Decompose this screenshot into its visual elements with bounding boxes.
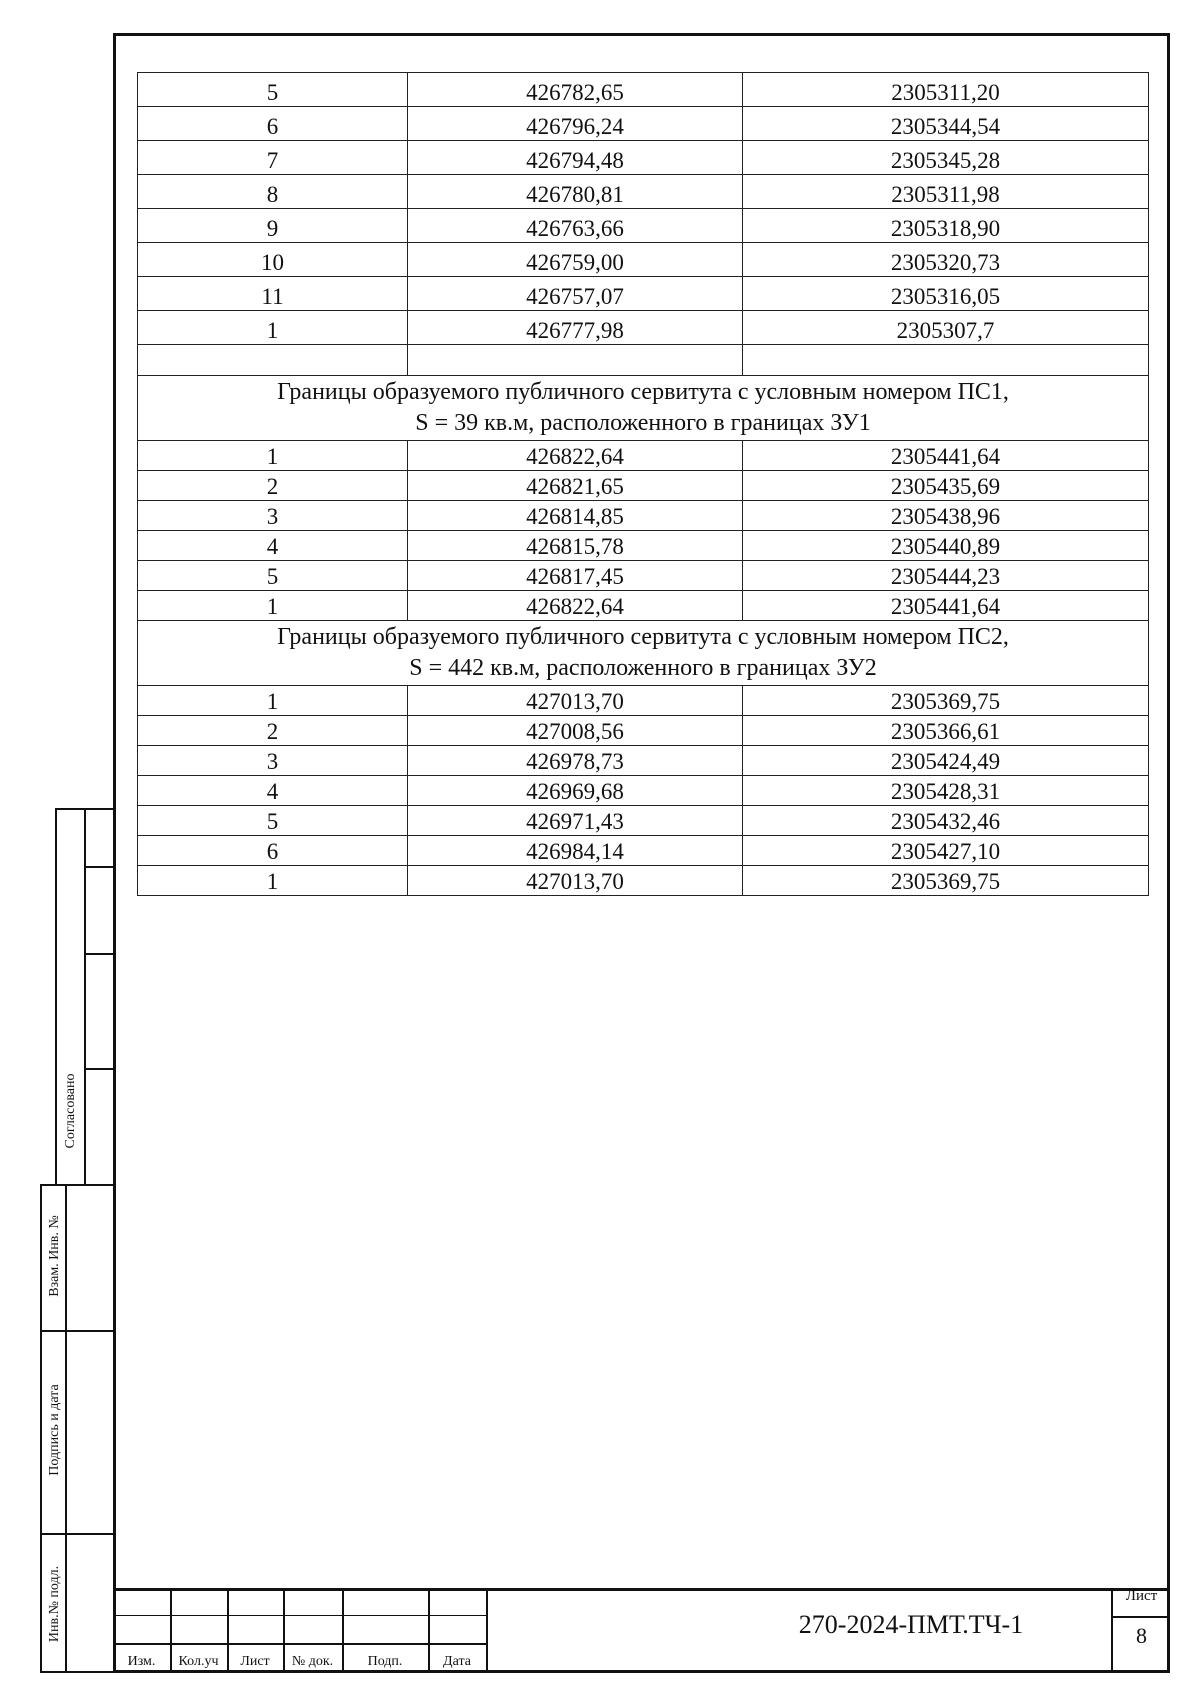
point-number-cell: 9 (138, 209, 408, 243)
x-coordinate-cell: 426822,64 (408, 591, 743, 621)
x-coordinate-cell: 426978,73 (408, 746, 743, 776)
y-coordinate-cell: 2305316,05 (743, 277, 1149, 311)
point-number-cell: 10 (138, 243, 408, 277)
table-row (138, 716, 1149, 746)
x-coordinate-cell: 426817,45 (408, 561, 743, 591)
empty-cell (408, 345, 743, 376)
x-coordinate-cell: 426780,81 (408, 175, 743, 209)
point-number-cell: 5 (138, 806, 408, 836)
point-number-cell: 8 (138, 175, 408, 209)
y-coordinate-cell: 2305432,46 (743, 806, 1149, 836)
x-coordinate-cell: 426984,14 (408, 836, 743, 866)
document-code: 270-2024-ПМТ.ТЧ-1 (798, 1610, 1024, 1639)
y-coordinate-cell: 2305427,10 (743, 836, 1149, 866)
x-coordinate-cell: 426759,00 (408, 243, 743, 277)
point-number-cell: 1 (138, 866, 408, 896)
x-coordinate-cell: 426969,68 (408, 776, 743, 806)
table-row (138, 277, 1149, 311)
point-number-cell: 1 (138, 441, 408, 471)
point-number-cell: 11 (138, 277, 408, 311)
x-coordinate-cell: 426822,64 (408, 441, 743, 471)
point-number-cell: 2 (138, 471, 408, 501)
point-number-cell: 4 (138, 776, 408, 806)
x-coordinate-cell: 426814,85 (408, 501, 743, 531)
orig-inv-label: Инв.№ подл. (47, 1565, 62, 1643)
x-coordinate-cell: 426971,43 (408, 806, 743, 836)
y-coordinate-cell: 2305345,28 (743, 141, 1149, 175)
table-row (138, 311, 1149, 345)
agreed-cell-4 (84, 1068, 115, 1186)
x-coordinate-cell: 426763,66 (408, 209, 743, 243)
replaced-inv-label: Взам. Инв. № (47, 1215, 62, 1297)
x-coordinate-cell: 426796,24 (408, 107, 743, 141)
y-coordinate-cell: 2305440,89 (743, 531, 1149, 561)
title-block (113, 1588, 1170, 1673)
table-row (138, 806, 1149, 836)
point-number-cell: 5 (138, 73, 408, 107)
y-coordinate-cell: 2305441,64 (743, 591, 1149, 621)
table-row (138, 501, 1149, 531)
table-row (138, 776, 1149, 806)
empty-cell (743, 345, 1149, 376)
col-caption-sheet: Лист (240, 1654, 270, 1669)
agreed-cell-3 (84, 953, 115, 1070)
x-coordinate-cell: 427013,70 (408, 866, 743, 896)
section-heading-line-1: Границы образуемого публичного сервитута с условным номером ПС1, (277, 379, 1009, 405)
table-row (138, 141, 1149, 175)
x-coordinate-cell: 426777,98 (408, 311, 743, 345)
title-block-col-line (486, 1588, 488, 1673)
x-coordinate-cell: 427008,56 (408, 716, 743, 746)
point-number-cell: 2 (138, 716, 408, 746)
col-caption-doc-no: № док. (291, 1654, 334, 1669)
table-row (138, 746, 1149, 776)
col-caption-change: Изм. (127, 1654, 156, 1669)
y-coordinate-cell: 2305444,23 (743, 561, 1149, 591)
col-caption-signature: Подп. (367, 1654, 403, 1669)
col-caption-qty: Кол.уч (178, 1654, 219, 1669)
empty-cell (138, 345, 408, 376)
table-row (138, 561, 1149, 591)
coordinates-table (137, 72, 1149, 896)
y-coordinate-cell: 2305311,20 (743, 73, 1149, 107)
x-coordinate-cell: 426821,65 (408, 471, 743, 501)
sheet-number: 8 (1136, 1623, 1147, 1648)
table-row (138, 107, 1149, 141)
y-coordinate-cell: 2305307,7 (743, 311, 1149, 345)
y-coordinate-cell: 2305369,75 (743, 686, 1149, 716)
y-coordinate-cell: 2305366,61 (743, 716, 1149, 746)
x-coordinate-cell: 427013,70 (408, 686, 743, 716)
sheet-label: Лист (1125, 1588, 1158, 1604)
y-coordinate-cell: 2305344,54 (743, 107, 1149, 141)
table-row (138, 836, 1149, 866)
point-number-cell: 4 (138, 531, 408, 561)
table-row (138, 441, 1149, 471)
side-approval-stamp (47, 808, 115, 1673)
agreed-cell-1 (84, 808, 115, 868)
point-number-cell: 7 (138, 141, 408, 175)
table-row (138, 209, 1149, 243)
title-block-top-line (113, 1588, 1170, 1591)
agreed-label: Согласовано (63, 1073, 78, 1149)
y-coordinate-cell: 2305424,49 (743, 746, 1149, 776)
section-heading (138, 376, 1149, 441)
y-coordinate-cell: 2305428,31 (743, 776, 1149, 806)
point-number-cell: 1 (138, 311, 408, 345)
section-heading-line-2: S = 39 кв.м, расположенного в границах ЗУ1 (415, 410, 871, 436)
table-row (138, 175, 1149, 209)
section-heading-row (138, 376, 1149, 441)
point-number-cell: 5 (138, 561, 408, 591)
x-coordinate-cell: 426782,65 (408, 73, 743, 107)
point-number-cell: 1 (138, 686, 408, 716)
y-coordinate-cell: 2305318,90 (743, 209, 1149, 243)
table-row (138, 591, 1149, 621)
section-heading-row (138, 621, 1149, 686)
empty-row (138, 345, 1149, 376)
table-row (138, 531, 1149, 561)
point-number-cell: 1 (138, 591, 408, 621)
y-coordinate-cell: 2305438,96 (743, 501, 1149, 531)
x-coordinate-cell: 426757,07 (408, 277, 743, 311)
col-caption-date: Дата (443, 1654, 471, 1669)
y-coordinate-cell: 2305435,69 (743, 471, 1149, 501)
section-heading-line-2: S = 442 кв.м, расположенного в границах ЗУ2 (409, 655, 877, 681)
table-row (138, 471, 1149, 501)
x-coordinate-cell: 426794,48 (408, 141, 743, 175)
table-row (138, 686, 1149, 716)
y-coordinate-cell: 2305311,98 (743, 175, 1149, 209)
point-number-cell: 3 (138, 746, 408, 776)
y-coordinate-cell: 2305320,73 (743, 243, 1149, 277)
coordinates-table-body (138, 73, 1149, 896)
point-number-cell: 6 (138, 107, 408, 141)
table-row (138, 866, 1149, 896)
y-coordinate-cell: 2305369,75 (743, 866, 1149, 896)
y-coordinate-cell: 2305441,64 (743, 441, 1149, 471)
section-heading (138, 621, 1149, 686)
agreed-cell-2 (84, 866, 115, 955)
signature-date-label: Подпись и дата (47, 1384, 62, 1476)
x-coordinate-cell: 426815,78 (408, 531, 743, 561)
point-number-cell: 6 (138, 836, 408, 866)
table-row (138, 243, 1149, 277)
table-row (138, 73, 1149, 107)
point-number-cell: 3 (138, 501, 408, 531)
section-heading-line-1: Границы образуемого публичного сервитута с условным номером ПС2, (277, 624, 1009, 650)
